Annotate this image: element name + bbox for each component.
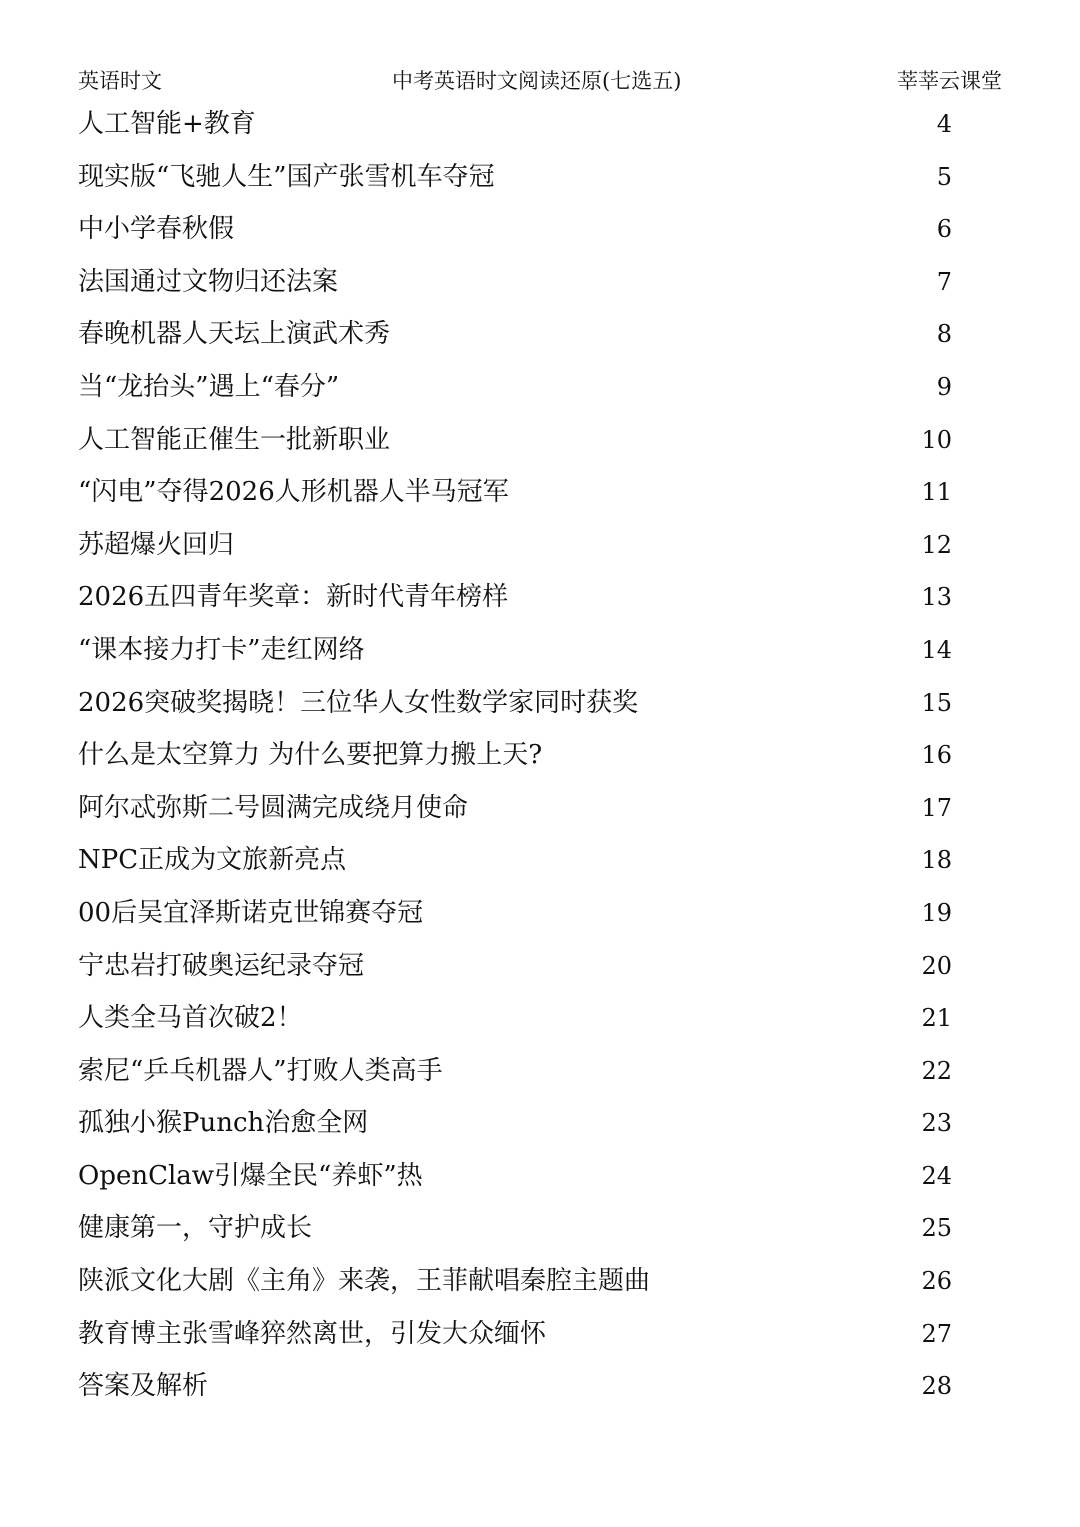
toc-entry-title[interactable]: 阿尔忒弥斯二号圆满完成绕月使命 xyxy=(78,792,469,823)
header-document-title: 中考英语时文阅读还原(七选五) xyxy=(392,69,682,93)
toc-entry-page-number: 18 xyxy=(921,846,952,875)
toc-entry-page-number: 9 xyxy=(936,372,952,401)
toc-entry-title[interactable]: “课本接力打卡”走红网络 xyxy=(78,634,365,665)
toc-entry-page-number: 26 xyxy=(921,1267,952,1296)
toc-entry-page-number: 5 xyxy=(936,162,952,191)
toc-entry-page-number: 10 xyxy=(921,425,952,454)
toc-entry-title[interactable]: 2026五四青年奖章：新时代青年榜样 xyxy=(78,582,509,613)
toc-entry[interactable] xyxy=(0,414,1080,467)
toc-entry-page-number: 17 xyxy=(921,793,952,822)
toc-entry-title[interactable]: 什么是太空算力 为什么要把算力搬上天? xyxy=(78,740,543,771)
toc-entry-page-number: 27 xyxy=(921,1319,952,1348)
table-of-contents xyxy=(0,98,1080,1413)
header-publisher: 莘莘云课堂 xyxy=(897,69,1002,93)
toc-entry-page-number: 8 xyxy=(936,320,952,349)
toc-entry[interactable] xyxy=(0,1360,1080,1413)
toc-entry-page-number: 4 xyxy=(936,110,952,138)
page-header xyxy=(0,64,1080,98)
toc-entry-title[interactable]: 人工智能正催生一批新职业 xyxy=(78,424,391,455)
toc-entry[interactable] xyxy=(0,1045,1080,1098)
toc-entry-page-number: 28 xyxy=(921,1372,952,1401)
toc-entry-title[interactable]: 答案及解析 xyxy=(78,1371,209,1402)
toc-entry-page-number: 11 xyxy=(921,478,952,507)
toc-entry-title[interactable]: 健康第一，守护成长 xyxy=(78,1213,313,1244)
toc-entry-page-number: 20 xyxy=(921,951,952,980)
toc-entry-page-number: 14 xyxy=(921,635,952,664)
toc-entry-title[interactable]: 孤独小猴Punch治愈全网 xyxy=(78,1108,369,1139)
toc-entry[interactable] xyxy=(0,98,1080,151)
toc-entry[interactable] xyxy=(0,1308,1080,1361)
toc-entry[interactable] xyxy=(0,1097,1080,1150)
toc-entry[interactable] xyxy=(0,571,1080,624)
toc-entry-title[interactable]: 当“龙抬头”遇上“春分” xyxy=(78,371,340,402)
toc-entry[interactable] xyxy=(0,466,1080,519)
toc-entry-page-number: 6 xyxy=(936,215,952,244)
toc-entry[interactable] xyxy=(0,677,1080,730)
toc-entry-title[interactable]: NPC正成为文旅新亮点 xyxy=(78,845,347,876)
toc-entry-page-number: 16 xyxy=(921,741,952,770)
toc-entry-title[interactable]: 人工智能+教育 xyxy=(78,109,256,139)
toc-entry-page-number: 23 xyxy=(921,1109,952,1138)
toc-entry-title[interactable]: 陕派文化大剧《主角》来袭，王菲献唱秦腔主题曲 xyxy=(78,1266,651,1297)
toc-entry-title[interactable]: 春晚机器人天坛上演武术秀 xyxy=(78,319,391,350)
toc-entry-page-number: 24 xyxy=(921,1161,952,1190)
toc-entry-page-number: 13 xyxy=(921,583,952,612)
toc-entry-page-number: 22 xyxy=(921,1056,952,1085)
toc-entry[interactable] xyxy=(0,782,1080,835)
toc-entry-title[interactable]: 中小学春秋假 xyxy=(78,214,235,245)
toc-entry[interactable] xyxy=(0,624,1080,677)
toc-entry-page-number: 15 xyxy=(921,688,952,717)
toc-entry-title[interactable]: OpenClaw引爆全民“养虾”热 xyxy=(78,1160,423,1191)
toc-entry-page-number: 19 xyxy=(921,898,952,927)
toc-entry[interactable] xyxy=(0,834,1080,887)
toc-entry[interactable] xyxy=(0,308,1080,361)
toc-entry[interactable] xyxy=(0,1255,1080,1308)
toc-entry-title[interactable]: 法国通过文物归还法案 xyxy=(78,266,339,297)
toc-entry[interactable] xyxy=(0,887,1080,940)
toc-entry[interactable] xyxy=(0,992,1080,1045)
toc-entry-title[interactable]: 宁忠岩打破奥运纪录夺冠 xyxy=(78,950,365,981)
toc-entry-page-number: 21 xyxy=(921,1004,952,1033)
toc-entry-title[interactable]: 00后吴宜泽斯诺克世锦赛夺冠 xyxy=(78,897,424,928)
toc-entry-page-number: 12 xyxy=(921,530,952,559)
toc-entry-title[interactable]: 教育博主张雪峰猝然离世，引发大众缅怀 xyxy=(78,1318,547,1349)
toc-entry-title[interactable]: 索尼“乒乓机器人”打败人类高手 xyxy=(78,1055,443,1086)
toc-entry[interactable] xyxy=(0,1202,1080,1255)
toc-entry-title[interactable]: “闪电”夺得2026人形机器人半马冠军 xyxy=(78,477,509,508)
toc-entry[interactable] xyxy=(0,519,1080,572)
toc-entry[interactable] xyxy=(0,151,1080,204)
toc-entry[interactable] xyxy=(0,203,1080,256)
toc-entry[interactable] xyxy=(0,729,1080,782)
toc-entry-title[interactable]: 2026突破奖揭晓！三位华人女性数学家同时获奖 xyxy=(78,687,639,718)
toc-entry[interactable] xyxy=(0,256,1080,309)
toc-entry-title[interactable]: 人类全马首次破2！ xyxy=(78,1003,303,1034)
toc-entry-title[interactable]: 现实版“飞驰人生”国产张雪机车夺冠 xyxy=(78,161,495,192)
toc-entry[interactable] xyxy=(0,361,1080,414)
header-category: 英语时文 xyxy=(78,69,162,93)
toc-entry-page-number: 25 xyxy=(921,1214,952,1243)
toc-entry[interactable] xyxy=(0,1150,1080,1203)
toc-entry[interactable] xyxy=(0,940,1080,993)
toc-entry-page-number: 7 xyxy=(936,267,952,296)
toc-entry-title[interactable]: 苏超爆火回归 xyxy=(78,529,235,560)
